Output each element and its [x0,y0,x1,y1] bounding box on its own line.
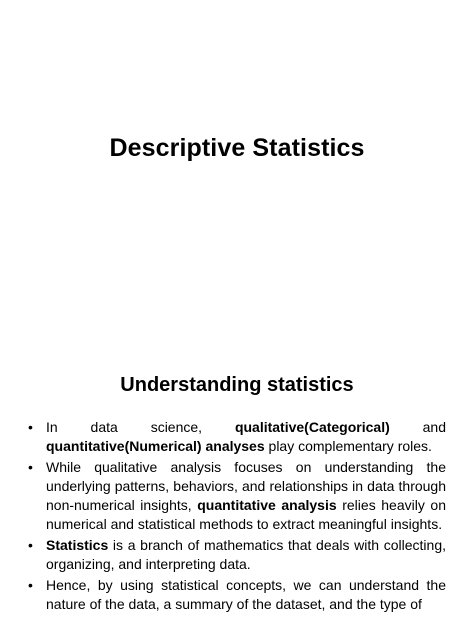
bullet-icon: • [28,459,33,475]
bullet-text: relies heavily on numerical and statistical methods to extract meaningful insights. [46,497,447,532]
bullet-bold-term: qualitative(Categorical) [234,419,390,435]
section-title: Understanding statistics [120,374,354,396]
bullet-item [28,458,446,534]
bullet-bold-term: Statistics [46,537,109,553]
bullet-text: Hence, by using statistical concepts, we can understand the nature of the data, a summary of the dataset, and the type of [46,577,446,612]
slide-title: Descriptive Statistics [109,134,365,162]
bullet-text: is a branch of mathematics that deals with collecting, organizing, and interpreting data. [46,537,446,572]
bullet-bold-term: quantitative analysis [197,497,337,513]
bullet-icon: • [28,419,33,435]
bullet-text: While qualitative analysis focuses on understanding the underlying patterns, behaviors, and relationships in data through non-numerical insights, [46,459,446,513]
bullet-icon: • [28,537,33,553]
bullet-text: In data science, [46,419,235,435]
bullet-bold-term: quantitative(Numerical) analyses [46,438,265,454]
bullet-item [28,576,446,614]
bullet-icon: • [28,577,33,593]
bullet-item [28,418,446,456]
bullet-text: and [389,419,447,435]
bullet-item [28,536,446,574]
bullet-text: play complementary roles. [264,438,432,454]
bullet-list [28,418,446,616]
